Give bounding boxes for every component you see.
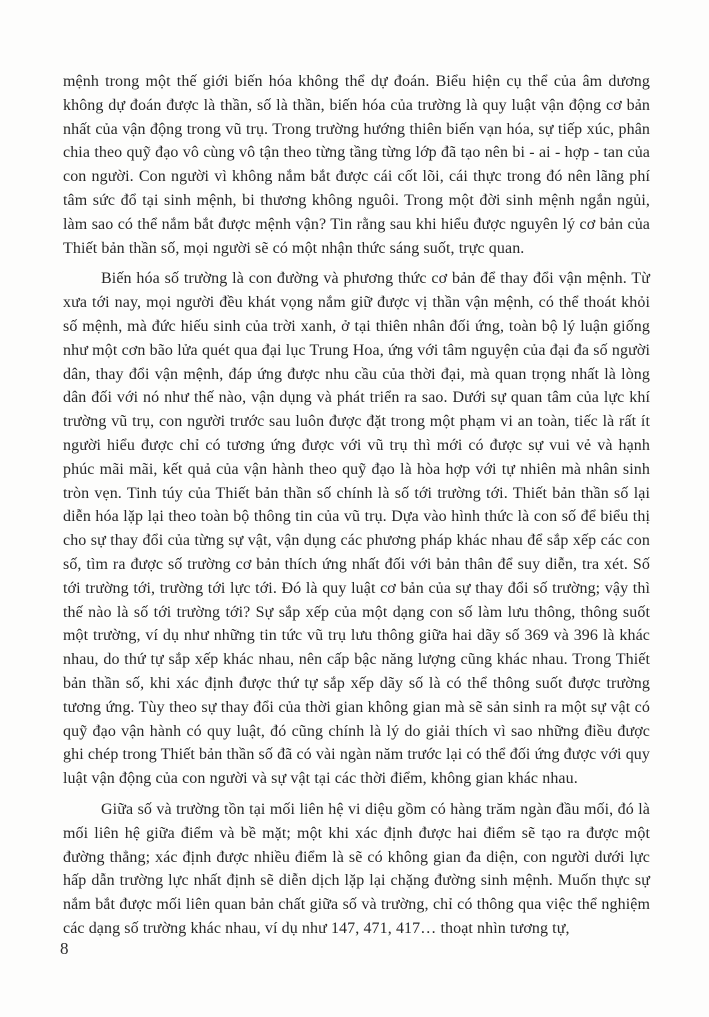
paragraph: Giữa số và trường tồn tại mối liên hệ vi diệu gồm có hàng trăm ngàn đầu mối, đó là mối liên hệ giữa điểm và bề mặt; một khi xác định được hai điểm sẽ tạo ra được một đường thẳng; xác định được nhiều điểm là sẽ có không gian đa diện, con người dưới lực hấp dẫn trường lực nhất định sẽ diễn dịch lặp lại chặng đường sinh mệnh. Muốn thực sự nắm bắt được mối liên quan bản chất giữa số và trường, chỉ có thông qua việc thể nghiệm các dạng số trường khác nhau, ví dụ như 147, 471, 417… thoạt nhìn tương tự,: [63, 800, 650, 937]
text-block: [63, 70, 650, 948]
paragraph: Biến hóa số trường là con đường và phương thức cơ bản để thay đổi vận mệnh. Từ xưa tới nay, mọi người đều khát vọng nắm giữ được vị thần vận mệnh, có thể thoát khỏi số mệnh, mà đức hiếu sinh của trời xanh, ở tại thiên nhân đối ứng, toàn bộ lý luận giống như một cơn bão lửa quét qua đại lục Trung Hoa, ứng với tâm nguyện của đại đa số người dân, thay đổi vận mệnh, đáp ứng được nhu cầu của thời đại, mà quan trọng nhất là lòng dân đối với nó như thế nào, vận dụng và phát triển ra sao. Dưới sự quan tâm của lực khí trường vũ trụ, con người trước sau luôn được đặt trong một phạm vi an toàn, tiếc là rất ít người hiểu được chỉ có tương ứng được với vũ trụ thì mới có được sự vui vẻ và hạnh phúc mãi mãi, kết quả của vận hành theo quỹ đạo là hòa hợp với tự nhiên mà nhân sinh tròn vẹn. Tinh túy của Thiết bản thần số chính là số tới trường tới. Thiết bản thần số lại diễn hóa lặp lại theo toàn bộ thông tin của vũ trụ. Dựa vào hình thức là con số để biểu thị cho sự thay đổi của từng sự vật, vận dụng các phương pháp khác nhau để sắp xếp các con số, tìm ra được số trường cơ bản thích ứng nhất đối với bản thân để suy diễn, tra xét. Số tới trường tới, trường tới lực tới. Đó là quy luật cơ bản của sự thay đổi số trường; vậy thì thế nào là số tới trường tới? Sự sắp xếp của một dạng con số làm lưu thông, thông suốt một trường, ví dụ như những tin tức vũ trụ lưu thông giữa hai dãy số 369 và 396 là khác nhau, do thứ tự sắp xếp khác nhau, nên cấp bậc năng lượng cũng khác nhau. Trong Thiết bản thần số, khi xác định được thứ tự sắp xếp dãy số là có thể thông suốt được trường tương ứng. Tùy theo sự thay đổi của thời gian không gian mà sẽ sản sinh ra một sự vật có quỹ đạo vận hành có quy luật, đó cũng chính là lý do giải thích vì sao những điều được ghi chép trong Thiết bản thần số đã có vài ngàn năm trước lại có thể đối ứng được với quy luật vận động của con người và sự vật tại các thời điểm, không gian khác nhau.: [63, 270, 650, 788]
paragraph: mệnh trong một thế giới biến hóa không thể dự đoán. Biểu hiện cụ thể của âm dương không dự đoán được là thần, số là thần, biến hóa của trường là quy luật vận động cơ bản nhất của vận động trong vũ trụ. Trong trường hướng thiên biến vạn hóa, sự tiếp xúc, phân chia theo quỹ đạo vô cùng vô tận theo từng tầng từng lớp đã tạo nên bi - ai - hợp - tan của con người. Con người vì không nắm bắt được cái cốt lõi, cái thực trong đó nên lãng phí tâm sức đổ tại sinh mệnh, bi thương không nguôi. Trong một đời sinh mệnh ngắn ngủi, làm sao có thể nắm bắt được mệnh vận? Tin rằng sau khi hiểu được nguyên lý cơ bản của Thiết bản thần số, mọi người sẽ có một nhận thức sáng suốt, trực quan.: [63, 73, 650, 257]
page-number: 8: [60, 939, 69, 958]
